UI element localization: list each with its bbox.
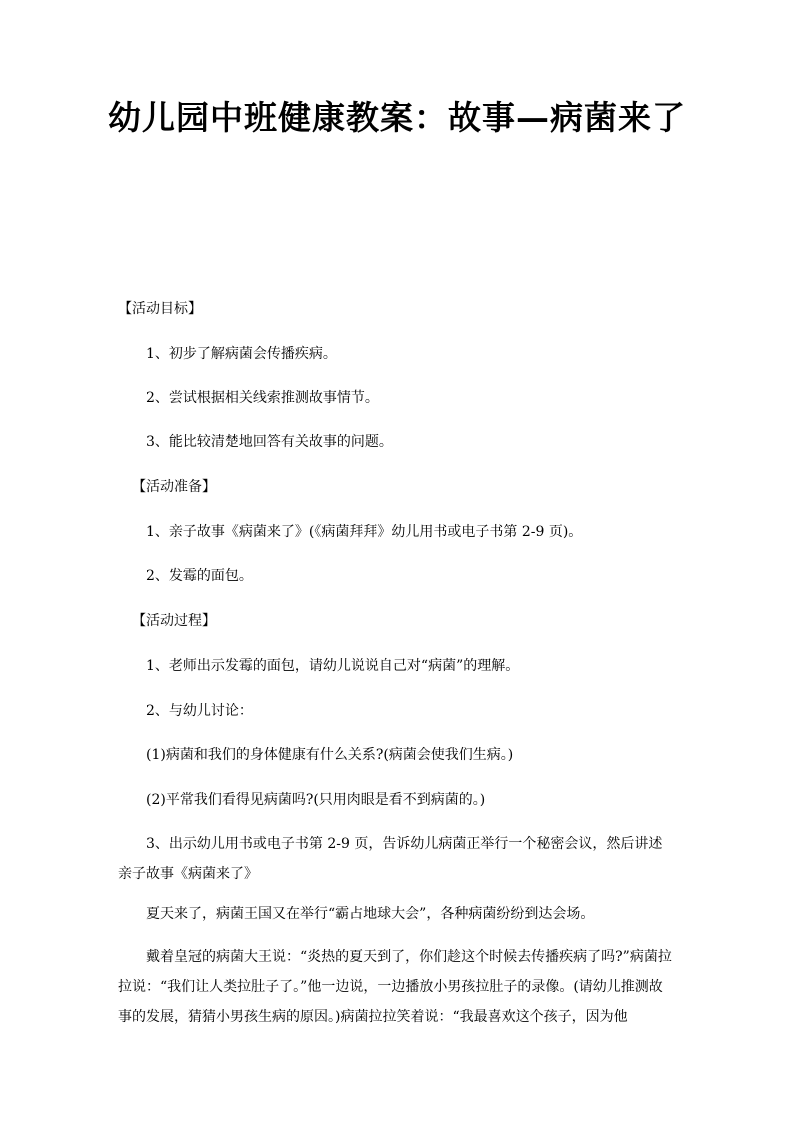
goal-item: 3、能比较清楚地回答有关故事的问题。 bbox=[146, 434, 393, 450]
document-title: 幼儿园中班健康教案：故事—病菌来了 bbox=[108, 98, 686, 137]
process-item: 1、老师出示发霉的面包，请幼儿说说自己对“病菌”的理解。 bbox=[146, 658, 520, 674]
process-subitem: (2)平常我们看得见病菌吗?(只用肉眼是看不到病菌的。) bbox=[146, 792, 486, 808]
process-subitem: (1)病菌和我们的身体健康有什么关系?(病菌会使我们生病。) bbox=[146, 747, 514, 763]
goal-item: 2、尝试根据相关线索推测故事情节。 bbox=[146, 390, 379, 406]
section-heading-process: 【活动过程】 bbox=[132, 613, 216, 629]
section-heading-preparation: 【活动准备】 bbox=[132, 479, 216, 495]
story-paragraph: 戴着皇冠的病菌大王说：“炎热的夏天到了，你们趁这个时候去传播疾病了吗?”病菌拉拉说：“我们让人类拉肚子了。”他一边说，一边播放小男孩拉肚子的录像。(请幼儿推测故事的发展，猜猜小男孩生病的原因。)病菌拉拉笑着说：“我最喜欢这个孩子，因为他 bbox=[118, 949, 672, 1025]
preparation-item: 2、发霉的面包。 bbox=[146, 568, 253, 584]
story-paragraph: 夏天来了，病菌王国又在举行“霸占地球大会”，各种病菌纷纷到达会场。 bbox=[146, 906, 595, 922]
process-item: 2、与幼儿讨论： bbox=[146, 703, 253, 719]
section-heading-goals: 【活动目标】 bbox=[118, 301, 202, 317]
process-step-3: 3、出示幼儿用书或电子书第 2-9 页，告诉幼儿病菌正举行一个秘密会议，然后讲述亲子故事《病菌来了》 bbox=[118, 836, 663, 882]
goal-item: 1、初步了解病菌会传播疾病。 bbox=[146, 346, 337, 362]
preparation-item: 1、亲子故事《病菌来了》(《病菌拜拜》幼儿用书或电子书第 2-9 页)。 bbox=[146, 524, 583, 540]
